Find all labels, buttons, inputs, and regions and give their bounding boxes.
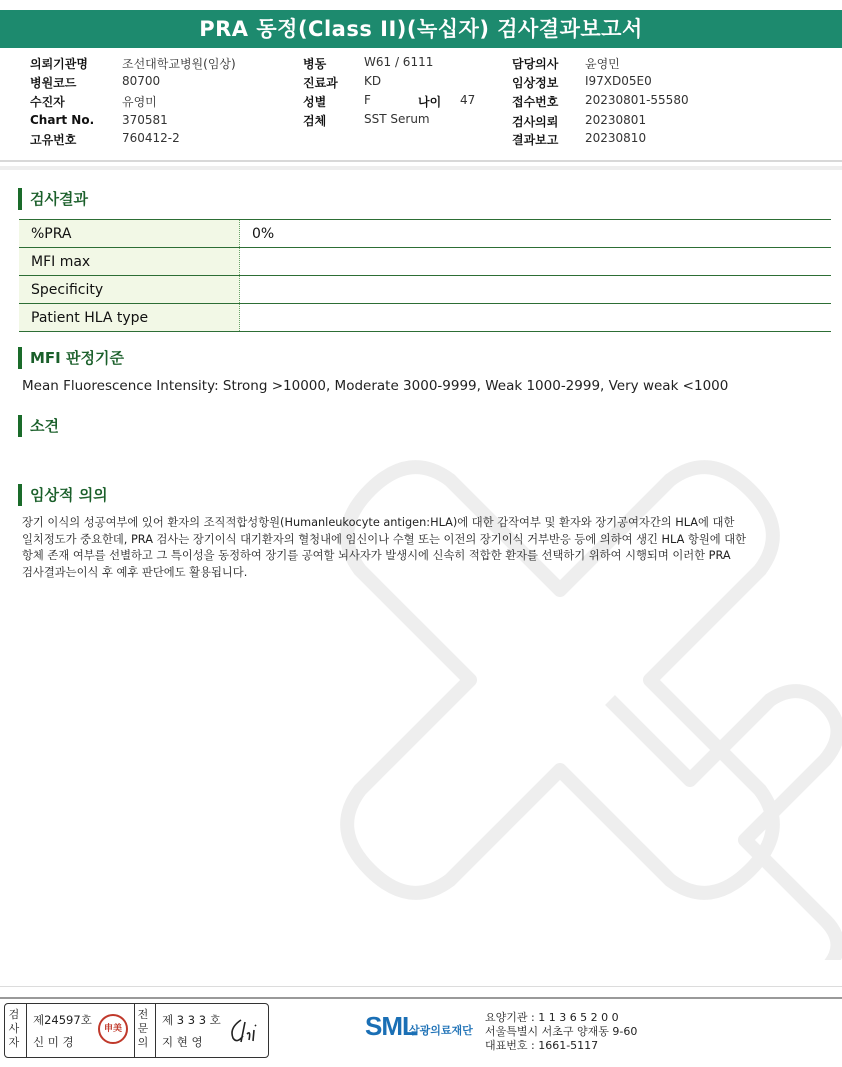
age-value: 47 xyxy=(460,93,476,107)
info-label: 고유번호 xyxy=(30,133,77,147)
result-value xyxy=(240,248,832,276)
footer-divider xyxy=(0,997,842,999)
divider xyxy=(134,1004,135,1057)
result-value xyxy=(240,276,832,304)
specialist-label-text: 전문의 xyxy=(137,1008,149,1049)
info-label: 검체 xyxy=(303,114,327,128)
examiner-label xyxy=(8,1008,22,1050)
footer-divider xyxy=(0,986,842,987)
info-label: 의뢰기관명 xyxy=(30,57,88,71)
info-label: 검사의뢰 xyxy=(512,115,559,129)
info-label: 진료과 xyxy=(303,76,338,90)
section-results-heading: 검사결과 xyxy=(18,188,88,210)
examiner-seal-icon: 申美 xyxy=(98,1014,128,1044)
examiner-label-text: 검사자 xyxy=(8,1008,20,1049)
result-key: Specificity xyxy=(19,276,240,304)
result-value xyxy=(240,304,832,332)
clinical-line: 일치정도가 중요한데, PRA 검사는 장기이식 대기환자의 혈청내에 임신이나 수혈 또는 이전의 장기이식 거부반응 등에 의하여 생긴 HLA 항원에 대한 xyxy=(22,532,747,546)
signature-icon xyxy=(227,1016,263,1046)
divider xyxy=(155,1004,156,1057)
table-row xyxy=(19,276,831,304)
org-info-line: 대표번호 : 1661-5117 xyxy=(485,1039,599,1052)
specialist-name: 지 현 영 xyxy=(162,1035,203,1049)
result-value: 0% xyxy=(240,220,832,248)
info-label: 성별 xyxy=(303,95,327,109)
divider xyxy=(0,160,842,162)
examiner-name: 신 미 경 xyxy=(33,1035,74,1049)
info-value: 유영미 xyxy=(122,95,157,109)
specialist-label xyxy=(137,1008,151,1050)
info-value: W61 / 6111 xyxy=(364,55,434,69)
logo-mark: SML xyxy=(365,1011,417,1041)
org-name: 삼광의료재단 xyxy=(409,1024,473,1037)
table-row xyxy=(19,248,831,276)
section-opinion-heading: 소견 xyxy=(18,415,59,437)
patient-info xyxy=(0,55,842,155)
sml-logo xyxy=(365,1011,473,1042)
info-value: 윤영민 xyxy=(585,57,620,71)
info-label: 접수번호 xyxy=(512,95,559,109)
info-label: 수진자 xyxy=(30,95,65,109)
org-info-line: 요양기관 : 1 1 3 6 5 2 0 0 xyxy=(485,1011,619,1024)
info-value: 조선대학교병원(임상) xyxy=(122,57,236,71)
specialist-number: 제 3 3 3 호 xyxy=(162,1013,221,1027)
info-label: 임상정보 xyxy=(512,76,559,90)
info-label: 병원코드 xyxy=(30,76,77,90)
report-title: PRA 동정(Class II)(녹십자) 검사결과보고서 xyxy=(0,10,842,48)
info-label: 결과보고 xyxy=(512,133,559,147)
mfi-criteria-text: Mean Fluorescence Intensity: Strong >10000, Moderate 3000-9999, Weak 1000-2999, Very weak <1000 xyxy=(22,378,729,394)
info-value: I97XD05E0 xyxy=(585,74,652,88)
table-row xyxy=(19,220,831,248)
result-key: %PRA xyxy=(19,220,240,248)
clinical-line: 장기 이식의 성공여부에 있어 환자의 조직적합성항원(Humanleukocyte antigen:HLA)에 대한 감작여부 및 환자와 장기공여자간의 HLA에 대한 xyxy=(22,516,735,529)
age-label: 나이 xyxy=(418,95,442,109)
results-table xyxy=(19,219,831,332)
divider xyxy=(26,1004,27,1057)
clinical-significance-text xyxy=(22,515,812,581)
examiner-number: 제24597호 xyxy=(33,1013,92,1027)
info-value: 20230801-55580 xyxy=(585,93,689,107)
divider xyxy=(0,166,842,170)
info-value: 760412-2 xyxy=(122,131,180,145)
info-value: 20230801 xyxy=(585,113,647,127)
result-key: Patient HLA type xyxy=(19,304,240,332)
info-value: 370581 xyxy=(122,113,168,127)
info-label: 담당의사 xyxy=(512,57,559,71)
org-info-line: 서울특별시 서초구 양재동 9-60 xyxy=(485,1025,638,1038)
table-row xyxy=(19,304,831,332)
clinical-line: 검사결과는이식 후 예후 판단에도 활용됩니다. xyxy=(22,565,248,579)
info-value: 20230810 xyxy=(585,131,647,145)
result-key: MFI max xyxy=(19,248,240,276)
info-value: F xyxy=(364,93,371,107)
info-label: Chart No. xyxy=(30,113,95,127)
clinical-line: 항체 존재 여부를 선별하고 그 특이성을 동정하여 장기를 공여할 뇌사자가 발생시에 신속히 적합한 환자를 선택하기 위하여 시행되며 이러한 PRA xyxy=(22,549,731,562)
info-label: 병동 xyxy=(303,57,327,71)
signature-box xyxy=(4,1003,269,1058)
section-mfi-heading: MFI 판정기준 xyxy=(18,347,124,369)
info-value: 80700 xyxy=(122,74,161,88)
info-value: KD xyxy=(364,74,382,88)
info-value: SST Serum xyxy=(364,112,430,126)
section-clinical-heading: 임상적 의의 xyxy=(18,484,108,506)
organization-info xyxy=(485,1011,637,1053)
